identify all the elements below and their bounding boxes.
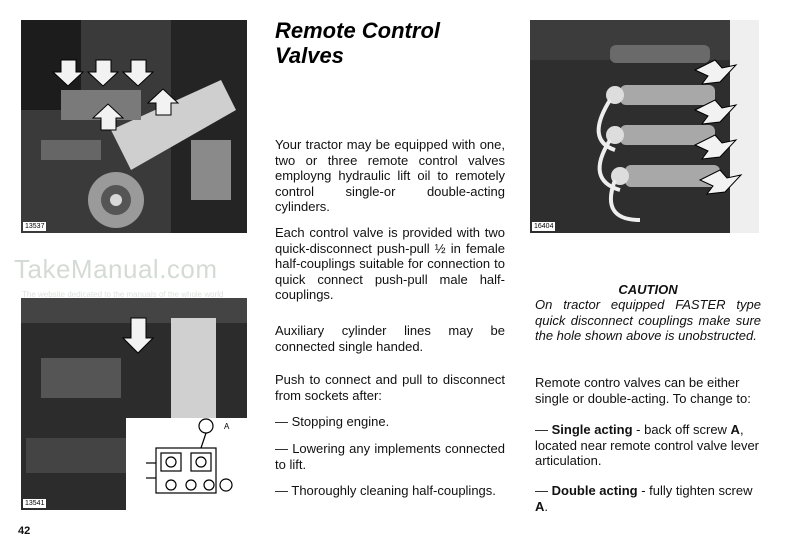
- paragraph-single-acting: [535, 422, 761, 469]
- figure-label: 16404: [534, 223, 554, 230]
- screw-label: A: [535, 498, 545, 514]
- single-acting-text: - back off screw: [632, 422, 731, 437]
- paragraph-auxiliary: Auxiliary cylinder lines may be connected single handed.: [275, 323, 505, 354]
- watermark-subtitle: The website dedicated to the manuals of the whole world: [22, 290, 224, 299]
- figure-label: 13537: [25, 223, 45, 230]
- paragraph-intro: Your tractor may be equipped with one, two or three remote control valves employng hydraulic lift oil to remotely control single-or double-acting cylinders.: [275, 137, 505, 214]
- single-acting-text-end: , located near remote control valve lever articulation.: [535, 422, 760, 468]
- screw-label: A: [730, 422, 740, 437]
- paragraph-push-connect: Push to connect and pull to disconnect from sockets after:: [275, 372, 505, 403]
- watermark: TakeManual.com: [14, 254, 218, 284]
- photo-illustration: [530, 20, 759, 233]
- list-item-lowering: — Lowering any implements connected to lift.: [275, 441, 505, 472]
- caution-text: On tractor equipped FASTER type quick disconnect couplings make sure the hole shown above is unobstructed.: [535, 297, 761, 343]
- figure-photo-hydraulic-valves: [21, 20, 247, 233]
- double-acting-text-end: .: [544, 498, 549, 514]
- list-item-cleaning: — Thoroughly cleaning half-couplings.: [275, 483, 496, 498]
- single-acting-label: Single acting: [551, 422, 633, 437]
- page-title: [275, 18, 515, 68]
- figure-label: 13541: [25, 500, 45, 507]
- title-line-2: Valves: [275, 43, 344, 68]
- page-number: 42: [18, 525, 31, 537]
- caution-heading: CAUTION: [618, 282, 678, 297]
- photo-illustration: [21, 298, 247, 510]
- figure-photo-valve-screw: [21, 298, 247, 510]
- photo-illustration: [21, 20, 247, 233]
- dash: —: [535, 483, 552, 498]
- double-acting-label: Double acting: [551, 483, 638, 498]
- paragraph-remote-valves: Remote contro valves can be either single or double-acting. To change to:: [535, 375, 751, 406]
- list-item-stopping: — Stopping engine.: [275, 414, 390, 429]
- double-acting-text: - fully tighten screw: [637, 483, 753, 498]
- title-line-1: Remote Control: [275, 18, 440, 43]
- figure-marker-a: A: [224, 422, 230, 431]
- paragraph-double-acting: [535, 483, 761, 514]
- paragraph-control-valve: Each control valve is provided with two quick-disconnect push-pull ½ in female half-couplings suitable for connection to quick connect push-pull male half-couplings.: [275, 225, 505, 302]
- figure-photo-couplings: [530, 20, 759, 233]
- dash: —: [535, 422, 552, 437]
